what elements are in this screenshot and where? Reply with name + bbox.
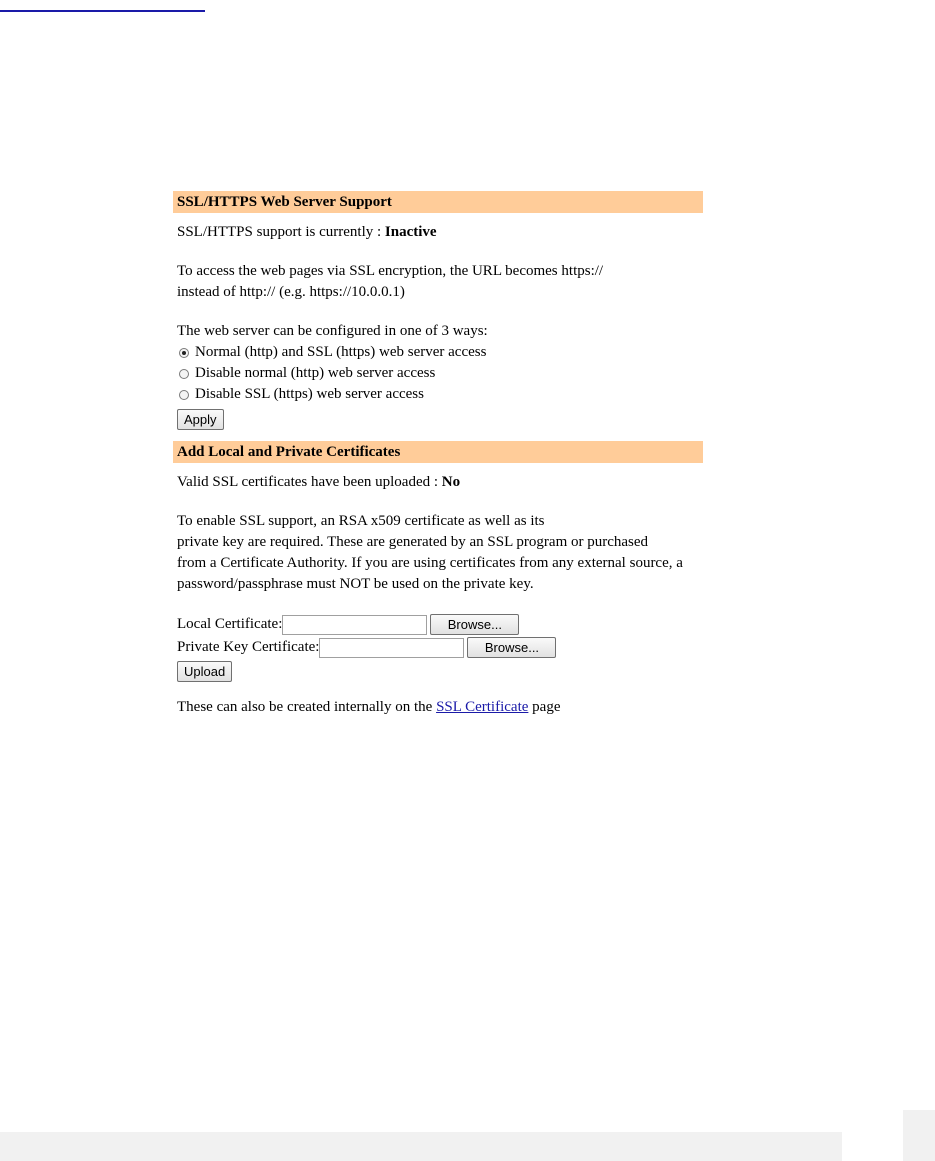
radio-option-disable-http[interactable] — [173, 363, 703, 384]
private-key-row — [173, 636, 703, 659]
cert-section-header: Add Local and Private Certificates — [173, 441, 703, 463]
local-certificate-row — [173, 613, 703, 636]
cert-info — [173, 511, 703, 595]
apply-button[interactable]: Apply — [177, 409, 224, 430]
radio-button[interactable] — [179, 390, 189, 400]
ssl-ways-intro: The web server can be configured in one of 3 ways: — [177, 323, 488, 339]
radio-label: Disable normal (http) web server access — [195, 365, 436, 381]
private-key-label: Private Key Certificate: — [177, 639, 320, 655]
scrollbar-corner — [903, 1110, 935, 1161]
main-content — [173, 191, 703, 718]
top-link-underline[interactable] — [0, 10, 205, 12]
radio-label: Disable SSL (https) web server access — [195, 386, 424, 402]
footer-note — [173, 697, 703, 718]
upload-button[interactable]: Upload — [177, 661, 232, 682]
radio-label: Normal (http) and SSL (https) web server access — [195, 344, 487, 360]
local-certificate-file-input[interactable] — [282, 615, 427, 635]
ssl-url-info-line1: To access the web pages via SSL encryption, the URL becomes https:// — [177, 263, 604, 279]
private-key-file-input[interactable] — [319, 638, 464, 658]
footer-prefix: These can also be created internally on the — [177, 699, 437, 715]
ssl-status-line — [173, 222, 703, 243]
radio-button-checked[interactable] — [179, 348, 189, 358]
radio-button[interactable] — [179, 369, 189, 379]
ssl-url-info — [173, 261, 703, 303]
ssl-status-value: Inactive — [384, 224, 437, 240]
radio-option-normal-and-ssl[interactable] — [173, 342, 703, 363]
horizontal-scrollbar[interactable] — [0, 1132, 842, 1161]
ssl-section-header: SSL/HTTPS Web Server Support — [173, 191, 703, 213]
ssl-url-info-line2: instead of http:// (e.g. https://10.0.0.1) — [177, 284, 405, 300]
cert-info-line3: from a Certificate Authority. If you are using certificates from any external source, a — [177, 555, 683, 571]
cert-info-line2: private key are required. These are generated by an SSL program or purchased — [177, 534, 649, 550]
radio-option-disable-ssl[interactable] — [173, 384, 703, 405]
cert-info-line4: password/passphrase must NOT be used on the private key. — [177, 576, 534, 592]
private-key-browse-button[interactable]: Browse... — [467, 637, 556, 658]
cert-status-value: No — [441, 474, 461, 490]
footer-suffix: page — [528, 699, 561, 715]
cert-status-line — [173, 472, 703, 493]
ssl-certificate-link[interactable]: SSL Certificate — [436, 699, 529, 715]
cert-info-line1: To enable SSL support, an RSA x509 certificate as well as its — [177, 513, 545, 529]
local-certificate-browse-button[interactable]: Browse... — [430, 614, 519, 635]
cert-status-prefix: Valid SSL certificates have been uploaded : — [177, 474, 442, 490]
local-certificate-label: Local Certificate: — [177, 616, 283, 632]
ssl-status-prefix: SSL/HTTPS support is currently : — [177, 224, 385, 240]
